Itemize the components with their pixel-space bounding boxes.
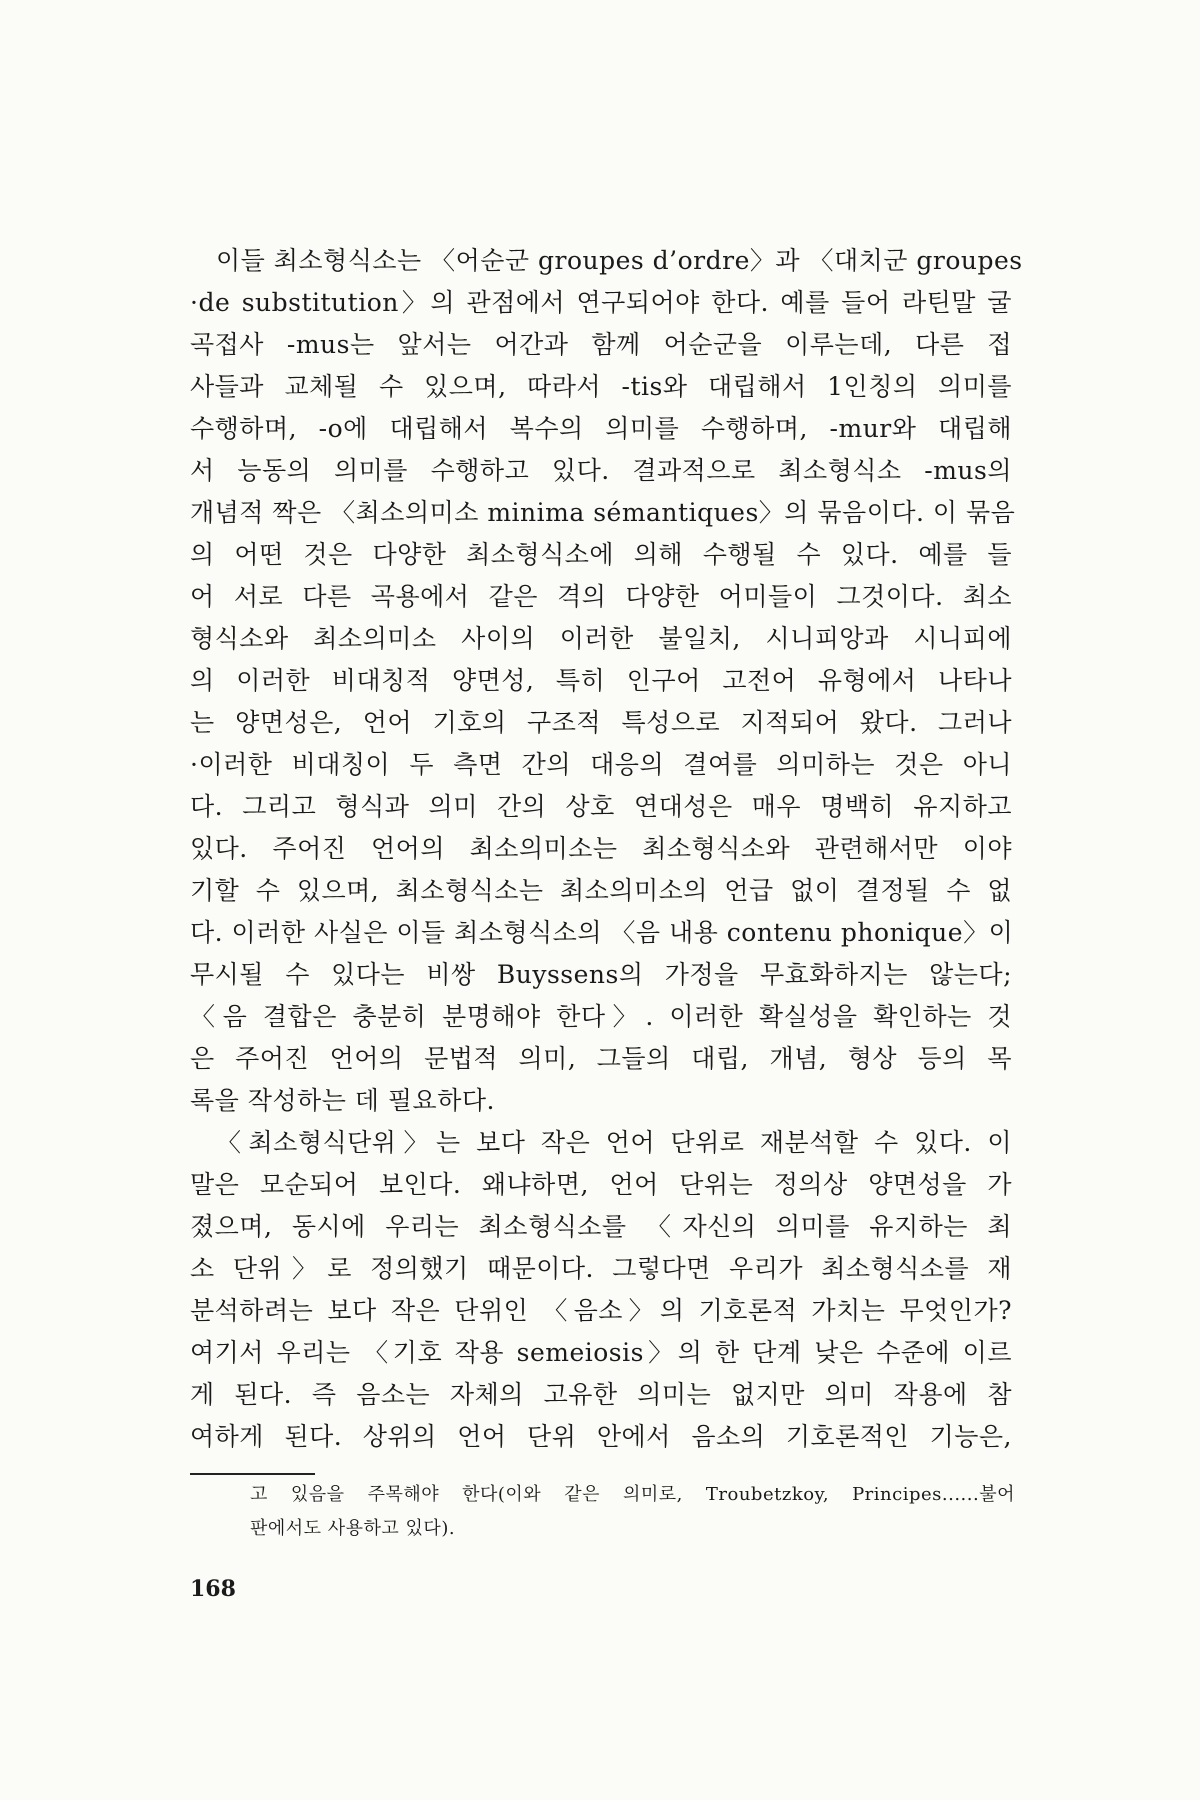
text-line: 수행하며, -o에 대립해서 복수의 의미를 수행하며, -mur와 대립해 <box>190 414 1012 443</box>
text-line: 사들과 교체될 수 있으며, 따라서 -tis와 대립해서 1인칭의 의미를 <box>190 372 1012 401</box>
text-line: 기할 수 있으며, 최소형식소는 최소의미소의 언급 없이 결정될 수 없 <box>190 876 1012 905</box>
text-line: 어 서로 다른 곡용에서 같은 격의 다양한 어미들이 그것이다. 최소 <box>190 582 1012 611</box>
text-line: ·이러한 비대칭이 두 측면 간의 대응의 결여를 의미하는 것은 아니 <box>190 750 1012 779</box>
main-text <box>190 240 1023 1458</box>
text-line: 여기서 우리는 〈기호 작용 semeiosis〉의 한 단계 낮은 수준에 이르 <box>190 1338 1012 1367</box>
text-line: 개념적 짝은 〈최소의미소 minima sémantiques〉의 묶음이다. 이 묶음 <box>190 498 1016 527</box>
text-line: 〈음 결합은 충분히 분명해야 한다〉. 이러한 확실성을 확인하는 것 <box>190 1002 1012 1031</box>
text-line: 여하게 된다. 상위의 언어 단위 안에서 음소의 기호론적인 기능은, <box>190 1422 1012 1451</box>
text-line: 〈최소형식단위〉는 보다 작은 언어 단위로 재분석할 수 있다. 이 <box>216 1128 1012 1157</box>
text-line: 말은 모순되어 보인다. 왜냐하면, 언어 단위는 정의상 양면성을 가 <box>190 1170 1012 1199</box>
text-line: 게 된다. 즉 음소는 자체의 고유한 의미는 없지만 의미 작용에 참 <box>190 1380 1012 1409</box>
page-number: 168 <box>190 1576 236 1602</box>
text-line: 소 단위〉로 정의했기 때문이다. 그렇다면 우리가 최소형식소를 재 <box>190 1254 1012 1283</box>
text-line: 은 주어진 언어의 문법적 의미, 그들의 대립, 개념, 형상 등의 목 <box>190 1044 1012 1073</box>
text-line: 이들 최소형식소는 〈어순군 groupes d’ordre〉과 〈대치군 groupes <box>216 246 1023 275</box>
text-line: 서 능동의 의미를 수행하고 있다. 결과적으로 최소형식소 -mus의 <box>190 456 1012 485</box>
footnote-line: 판에서도 사용하고 있다). <box>250 1518 456 1539</box>
text-line: 의 어떤 것은 다양한 최소형식소에 의해 수행될 수 있다. 예를 들 <box>190 540 1012 569</box>
text-line: 의 이러한 비대칭적 양면성, 특히 인구어 고전어 유형에서 나타나 <box>190 666 1012 695</box>
text-line: 곡접사 -mus는 앞서는 어간과 함께 어순군을 이루는데, 다른 접 <box>190 330 1012 359</box>
text-line: 록을 작성하는 데 필요하다. <box>190 1086 495 1115</box>
text-line: 분석하려는 보다 작은 단위인 〈음소〉의 기호론적 가치는 무엇인가? <box>190 1296 1012 1325</box>
text-line: 있다. 주어진 언어의 최소의미소는 최소형식소와 관련해서만 이야 <box>190 834 1012 863</box>
text-line: 는 양면성은, 언어 기호의 구조적 특성으로 지적되어 왔다. 그러나 <box>190 708 1012 737</box>
footnote-line: 고 있음을 주목해야 한다(이와 같은 의미로, Troubetzkoy, Principes......불어 <box>250 1484 1015 1505</box>
footnote <box>250 1478 1015 1546</box>
text-line: ·de substitution〉의 관점에서 연구되어야 한다. 예를 들어 라틴말 굴 <box>190 288 1012 317</box>
text-line: 다. 그리고 형식과 의미 간의 상호 연대성은 매우 명백히 유지하고 <box>190 792 1012 821</box>
text-line: 무시될 수 있다는 비쌍 Buyssens의 가정을 무효화하지는 않는다; <box>190 960 1012 989</box>
text-line: 다. 이러한 사실은 이들 최소형식소의 〈음 내용 contenu phonique〉이 <box>190 918 1014 947</box>
text-line: 형식소와 최소의미소 사이의 이러한 불일치, 시니피앙과 시니피에 <box>190 624 1012 653</box>
text-line: 졌으며, 동시에 우리는 최소형식소를 〈자신의 의미를 유지하는 최 <box>190 1212 1012 1241</box>
footnote-divider <box>190 1473 315 1475</box>
